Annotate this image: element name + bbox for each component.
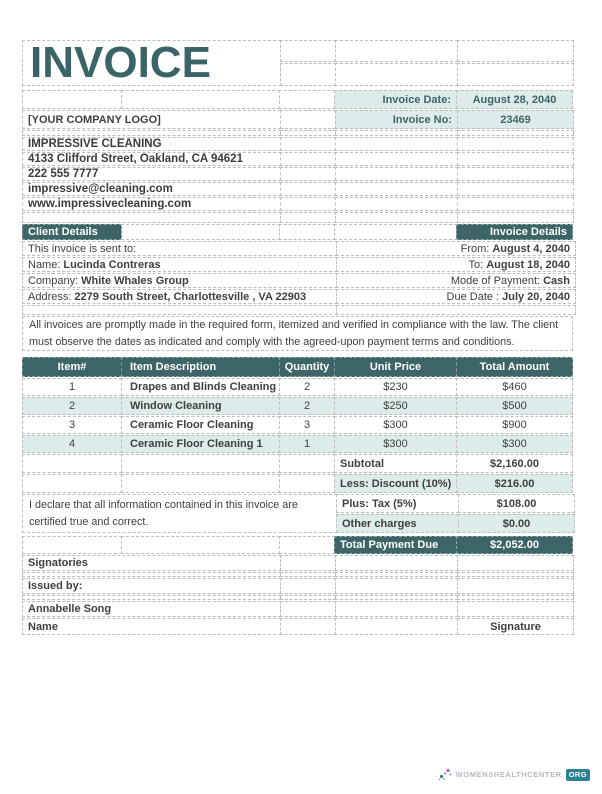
issuer-name-row (22, 601, 578, 617)
grid-cell (334, 224, 457, 240)
page-title: INVOICE (22, 40, 281, 86)
col-header-unit-price: Unit Price (334, 357, 457, 377)
detail-row (22, 257, 578, 272)
invoice-no-label: Invoice No: (335, 110, 458, 129)
footer-brand-badge: ORG (566, 769, 590, 781)
item-number: 2 (22, 397, 122, 415)
grid-cell (457, 167, 574, 181)
col-header-total-amount: Total Amount (456, 357, 573, 377)
grid-cell (335, 137, 458, 151)
tax-row (336, 494, 575, 513)
item-total: $460 (456, 378, 573, 396)
grid-cell (22, 454, 122, 473)
title-band (22, 40, 578, 86)
name-signature-row (22, 618, 578, 635)
item-quantity: 3 (279, 416, 335, 434)
grid-cell (335, 578, 458, 594)
grid-cell (457, 578, 574, 594)
item-quantity: 2 (279, 397, 335, 415)
table-row (22, 435, 578, 453)
total-due-label: Total Payment Due (334, 536, 457, 554)
invoice-detail-to (336, 257, 576, 272)
item-quantity: 2 (279, 378, 335, 396)
terms-text: All invoices are promptly made in the required form, itemized and verified in compliance with the law. The client must observe the dates as indicated and comply with the agreed-upon payment terms and conditions. (22, 316, 573, 351)
grid-cell (457, 40, 574, 62)
declaration-text: I declare that all information contained in this invoice are certified true and correct. (22, 494, 337, 533)
grid-cell (457, 572, 574, 577)
item-description: Drapes and Blinds Cleaning (121, 378, 280, 396)
detail-value: August 4, 2040 (492, 242, 570, 255)
detail-prefix: Due Date : (446, 290, 500, 303)
footer-brand-text: WOMENSHEALTHCENTER (455, 770, 562, 779)
company-phone: 222 555 7777 (22, 167, 281, 181)
grid-cell (121, 536, 280, 554)
grid-row (22, 212, 578, 223)
signatories-row (22, 555, 578, 571)
grid-cell (280, 152, 336, 166)
item-unit-price: $230 (334, 378, 457, 396)
invoice-no-row (22, 110, 578, 129)
grid-cell (335, 572, 458, 577)
grid-cell (121, 90, 280, 109)
client-company (22, 273, 337, 288)
client-intro (22, 241, 337, 256)
grid-cell (279, 224, 335, 240)
footer-logo-dots-icon (438, 768, 452, 781)
grid-cell (280, 578, 336, 594)
grid-cell (335, 182, 458, 196)
subtotal-label: Subtotal (334, 454, 457, 473)
grid-row (22, 572, 578, 577)
item-unit-price: $300 (334, 416, 457, 434)
detail-value: August 18, 2040 (486, 258, 570, 271)
company-website-row (22, 197, 578, 211)
grid-cell (457, 152, 574, 166)
item-total: $500 (456, 397, 573, 415)
item-total: $300 (456, 435, 573, 453)
item-total: $900 (456, 416, 573, 434)
grid-cell (457, 63, 574, 86)
company-website: www.impressivecleaning.com (22, 197, 281, 211)
grid-cell (280, 601, 336, 617)
grid-cell (280, 130, 336, 136)
grid-row (22, 130, 578, 136)
grid-cell (280, 63, 336, 86)
detail-prefix: Mode of Payment: (450, 274, 541, 287)
invoice-detail-due-date (336, 289, 576, 304)
item-description: Ceramic Floor Cleaning (121, 416, 280, 434)
client-address (22, 289, 337, 304)
grid-cell (22, 572, 281, 577)
grid-cell (22, 305, 337, 315)
grid-cell (280, 197, 336, 211)
detail-prefix: From: (460, 242, 490, 255)
issued-by-label: Issued by: (22, 578, 281, 594)
detail-value: Cash (543, 274, 570, 287)
grid-cell (335, 152, 458, 166)
item-number: 1 (22, 378, 122, 396)
grid-cell (335, 601, 458, 617)
grid-cell (280, 572, 336, 577)
grid-cell (280, 595, 336, 600)
company-email-row (22, 182, 578, 196)
grid-cell (280, 110, 336, 129)
grid-cell (280, 212, 336, 223)
grid-cell (22, 536, 122, 554)
grid-cell (22, 595, 281, 600)
company-phone-row (22, 167, 578, 181)
col-header-item: Item# (22, 357, 122, 377)
grid-cell (121, 454, 280, 473)
grid-cell (335, 212, 458, 223)
company-name-row (22, 137, 578, 151)
item-description: Window Cleaning (121, 397, 280, 415)
discount-label: Less: Discount (10%) (334, 474, 457, 493)
invoice-details-header: Invoice Details (456, 224, 573, 240)
company-logo-placeholder: [YOUR COMPANY LOGO] (22, 110, 281, 129)
invoice-date-row (22, 90, 578, 109)
declaration-band (22, 494, 578, 533)
subtotal-value: $2,160.00 (456, 454, 573, 473)
other-charges-row (336, 514, 575, 533)
grid-cell (336, 305, 576, 315)
grid-cell (279, 536, 335, 554)
grid-cell (279, 454, 335, 473)
grid-cell (280, 137, 336, 151)
company-name: IMPRESSIVE CLEANING (22, 137, 281, 151)
grid-cell (335, 618, 458, 635)
detail-prefix: Company: (28, 274, 79, 287)
grid-cell (457, 601, 574, 617)
detail-value: Lucinda Contreras (63, 258, 161, 271)
table-row (22, 416, 578, 434)
grid-cell (22, 130, 281, 136)
item-description: Ceramic Floor Cleaning 1 (121, 435, 280, 453)
detail-prefix: To: (468, 258, 484, 271)
issuer-name: Annabelle Song (22, 601, 281, 617)
item-unit-price: $300 (334, 435, 457, 453)
terms-row (22, 316, 578, 351)
grid-cell (457, 595, 574, 600)
item-unit-price: $250 (334, 397, 457, 415)
total-due-value: $2,052.00 (456, 536, 573, 554)
grid-cell (280, 167, 336, 181)
discount-value: $216.00 (456, 474, 573, 493)
item-quantity: 1 (279, 435, 335, 453)
client-name (22, 257, 337, 272)
invoice-detail-payment-mode (336, 273, 576, 288)
grid-cell (457, 197, 574, 211)
grid-cell (335, 40, 458, 62)
grid-cell (280, 555, 336, 571)
detail-row (22, 289, 578, 304)
grid-cell (280, 182, 336, 196)
grid-cell (22, 90, 122, 109)
other-charges-value: $0.00 (458, 514, 575, 533)
title-band-grid (280, 40, 574, 86)
invoice-date-label: Invoice Date: (334, 90, 457, 109)
other-charges-label: Other charges (336, 514, 459, 533)
invoice-detail-from (336, 241, 576, 256)
grid-cell (457, 182, 574, 196)
item-number: 4 (22, 435, 122, 453)
tax-other-stack (336, 494, 575, 533)
issued-by-row (22, 578, 578, 594)
invoice-no-value: 23469 (457, 110, 574, 129)
detail-value: White Whales Group (81, 274, 189, 287)
grid-cell (280, 40, 336, 62)
grid-cell (457, 137, 574, 151)
company-address-row (22, 152, 578, 166)
discount-row (22, 474, 578, 493)
client-details-header: Client Details (22, 224, 122, 240)
grid-cell (335, 63, 458, 86)
grid-cell (22, 212, 281, 223)
grid-row (22, 305, 578, 315)
grid-cell (457, 212, 574, 223)
detail-value: 2279 South Street, Charlottesville , VA 22903 (74, 290, 307, 303)
grid-cell (121, 474, 280, 493)
detail-prefix: Name: (28, 258, 61, 271)
tax-label: Plus: Tax (5%) (336, 494, 459, 513)
grid-cell (457, 130, 574, 136)
details-header-row (22, 224, 578, 240)
name-label: Name (22, 618, 281, 635)
invoice-date-value: August 28, 2040 (456, 90, 573, 109)
company-address: 4133 Clifford Street, Oakland, CA 94621 (22, 152, 281, 166)
grid-cell (335, 197, 458, 211)
grid-cell (335, 595, 458, 600)
grid-cell (335, 167, 458, 181)
items-table-header (22, 357, 578, 377)
grid-cell (335, 555, 458, 571)
grid-cell (280, 618, 336, 635)
company-email: impressive@cleaning.com (22, 182, 281, 196)
grid-cell (279, 90, 335, 109)
item-number: 3 (22, 416, 122, 434)
table-row (22, 397, 578, 415)
footer-logo (438, 768, 590, 781)
col-header-description: Item Description (121, 357, 280, 377)
grid-row (22, 595, 578, 600)
grid-cell (335, 130, 458, 136)
detail-row (22, 273, 578, 288)
detail-prefix: Address: (28, 290, 72, 303)
grid-cell (121, 224, 280, 240)
grid-cell (457, 555, 574, 571)
tax-value: $108.00 (458, 494, 575, 513)
col-header-quantity: Quantity (279, 357, 335, 377)
client-intro-text: This invoice is sent to: (28, 242, 137, 255)
detail-value: July 20, 2040 (502, 290, 570, 303)
subtotal-row (22, 454, 578, 473)
grid-cell (279, 474, 335, 493)
signatories-label: Signatories (22, 555, 281, 571)
table-row (22, 378, 578, 396)
detail-row (22, 241, 578, 256)
invoice-sheet (22, 40, 578, 636)
signature-label: Signature (457, 618, 574, 635)
total-due-row (22, 536, 578, 554)
grid-cell (22, 474, 122, 493)
